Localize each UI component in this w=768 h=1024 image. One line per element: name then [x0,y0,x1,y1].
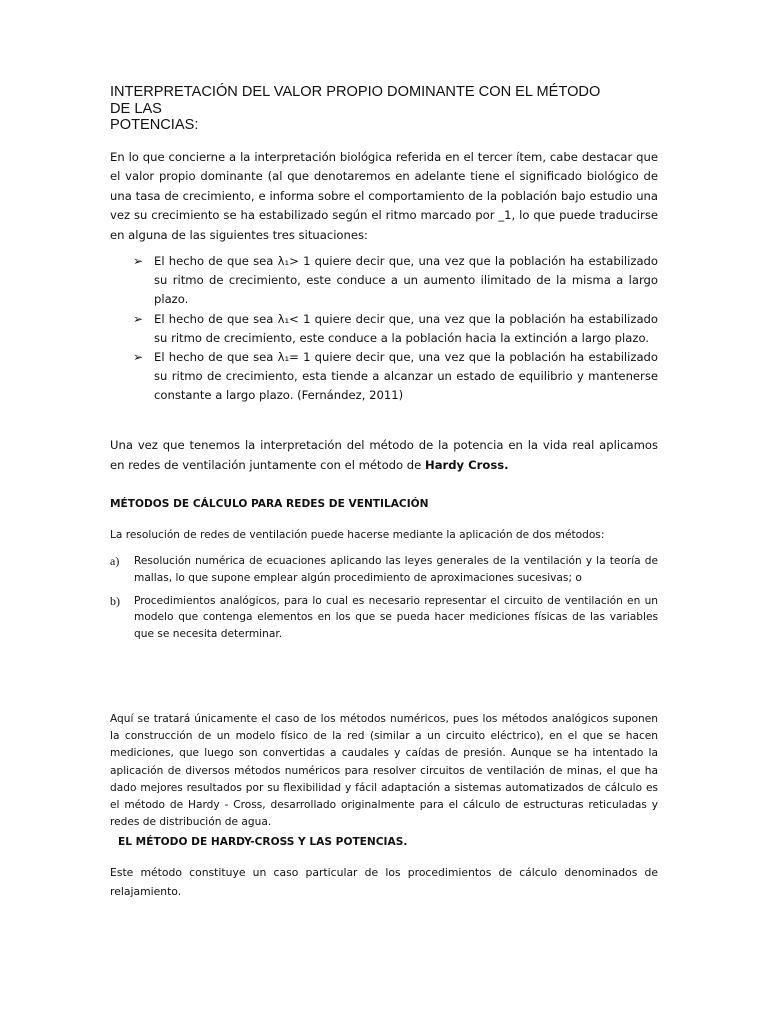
list-item-text: Resolución numérica de ecuaciones aplicando las leyes generales de la ventilación y la teoría de mallas, lo que supone emplear algún procedimiento de aproximaciones sucesivas; o [134,555,658,584]
list-marker: b) [110,593,120,608]
arrow-bullet-icon: ➢ [133,254,144,268]
title-line-3: POTENCIAS: [110,117,199,133]
methods-list [110,553,658,649]
hardy-cross-heading: EL MÉTODO DE HARDY-CROSS Y LAS POTENCIAS. [118,836,408,848]
title-line-2: DE LAS [110,100,162,117]
list-item [133,310,658,348]
list-item [110,593,658,643]
list-item [133,252,658,310]
list-item-text: El hecho de que sea λ₁> 1 quiere decir que, una vez que la población ha estabilizado su ritmo de crecimiento, este conduce a un aumento ilimitado de la misma a largo plazo. [154,254,658,307]
methods-intro: La resolución de redes de ventilación puede hacerse mediante la aplicación de dos métodos: [110,529,605,541]
intro-paragraph: En lo que concierne a la interpretación biológica referida en el tercer ítem, cabe destacar que el valor propio dominante (al que denotaremos en adelante tiene el significado biológico de una tasa de crecimiento, e informa sobre el comportamiento de la población bajo estudio una vez su crecimiento se ha estabilizado según el ritmo marcado por _1, lo que puede traducirse en alguna de las siguientes tres situaciones: [110,150,658,242]
numeric-methods-paragraph: Aquí se tratará únicamente el caso de los métodos numéricos, pues los métodos analógicos suponen la construcción de un modelo físico de la red (similar a un circuito eléctrico), en el que se hacen mediciones, que luego son convertidas a caudales y caídas de presión. Aunque se ha intentado la aplicación de diversos métodos numéricos para resolver circuitos de ventilación de minas, el que ha dado mejores resultados por su flexibilidad y fácil adaptación a sistemas automatizados de cálculo es el método de Hardy - Cross, desarrollado originalmente para el cálculo de estructuras reticuladas y redes de distribución de agua. [110,713,658,829]
list-item [133,348,658,406]
list-item-text: Procedimientos analógicos, para lo cual es necesario representar el circuito de ventilación en un modelo que contenga elementos en los que se pueda hacer mediciones físicas de las variables que se necesita determinar. [134,594,658,641]
list-marker: a) [110,554,120,568]
relaxation-paragraph: Este método constituye un caso particular de los procedimientos de cálculo denominados de relajamiento. [110,866,658,898]
hardy-cross-bold: Hardy Cross. [425,457,509,472]
ventilation-paragraph-text: Una vez que tenemos la interpretación del método de la potencia en la vida real aplicamos en redes de ventilación juntamente con el método de [110,438,658,472]
document-title [110,84,670,134]
title-line-1: INTERPRETACIÓN DEL VALOR PROPIO DOMINANTE CON EL MÉTODO [110,84,601,100]
arrow-bullet-icon: ➢ [133,311,144,326]
list-item [110,553,658,587]
list-item-text: El hecho de que sea λ₁= 1 quiere decir que, una vez que la población ha estabilizado su ritmo de crecimiento, esta tiende a alcanzar un estado de equilibrio y mantenerse constante a largo plazo. (Fernández, 2011) [154,350,658,403]
arrow-bullet-icon: ➢ [133,350,144,365]
situations-list [133,252,658,406]
ventilation-paragraph [110,436,658,475]
methods-heading: MÉTODOS DE CÁLCULO PARA REDES DE VENTILACIÓN [110,498,429,510]
list-item-text: El hecho de que sea λ₁< 1 quiere decir que, una vez que la población ha estabilizado su ritmo de crecimiento, este conduce a la población hacia la extinción a largo plazo. [154,311,658,345]
